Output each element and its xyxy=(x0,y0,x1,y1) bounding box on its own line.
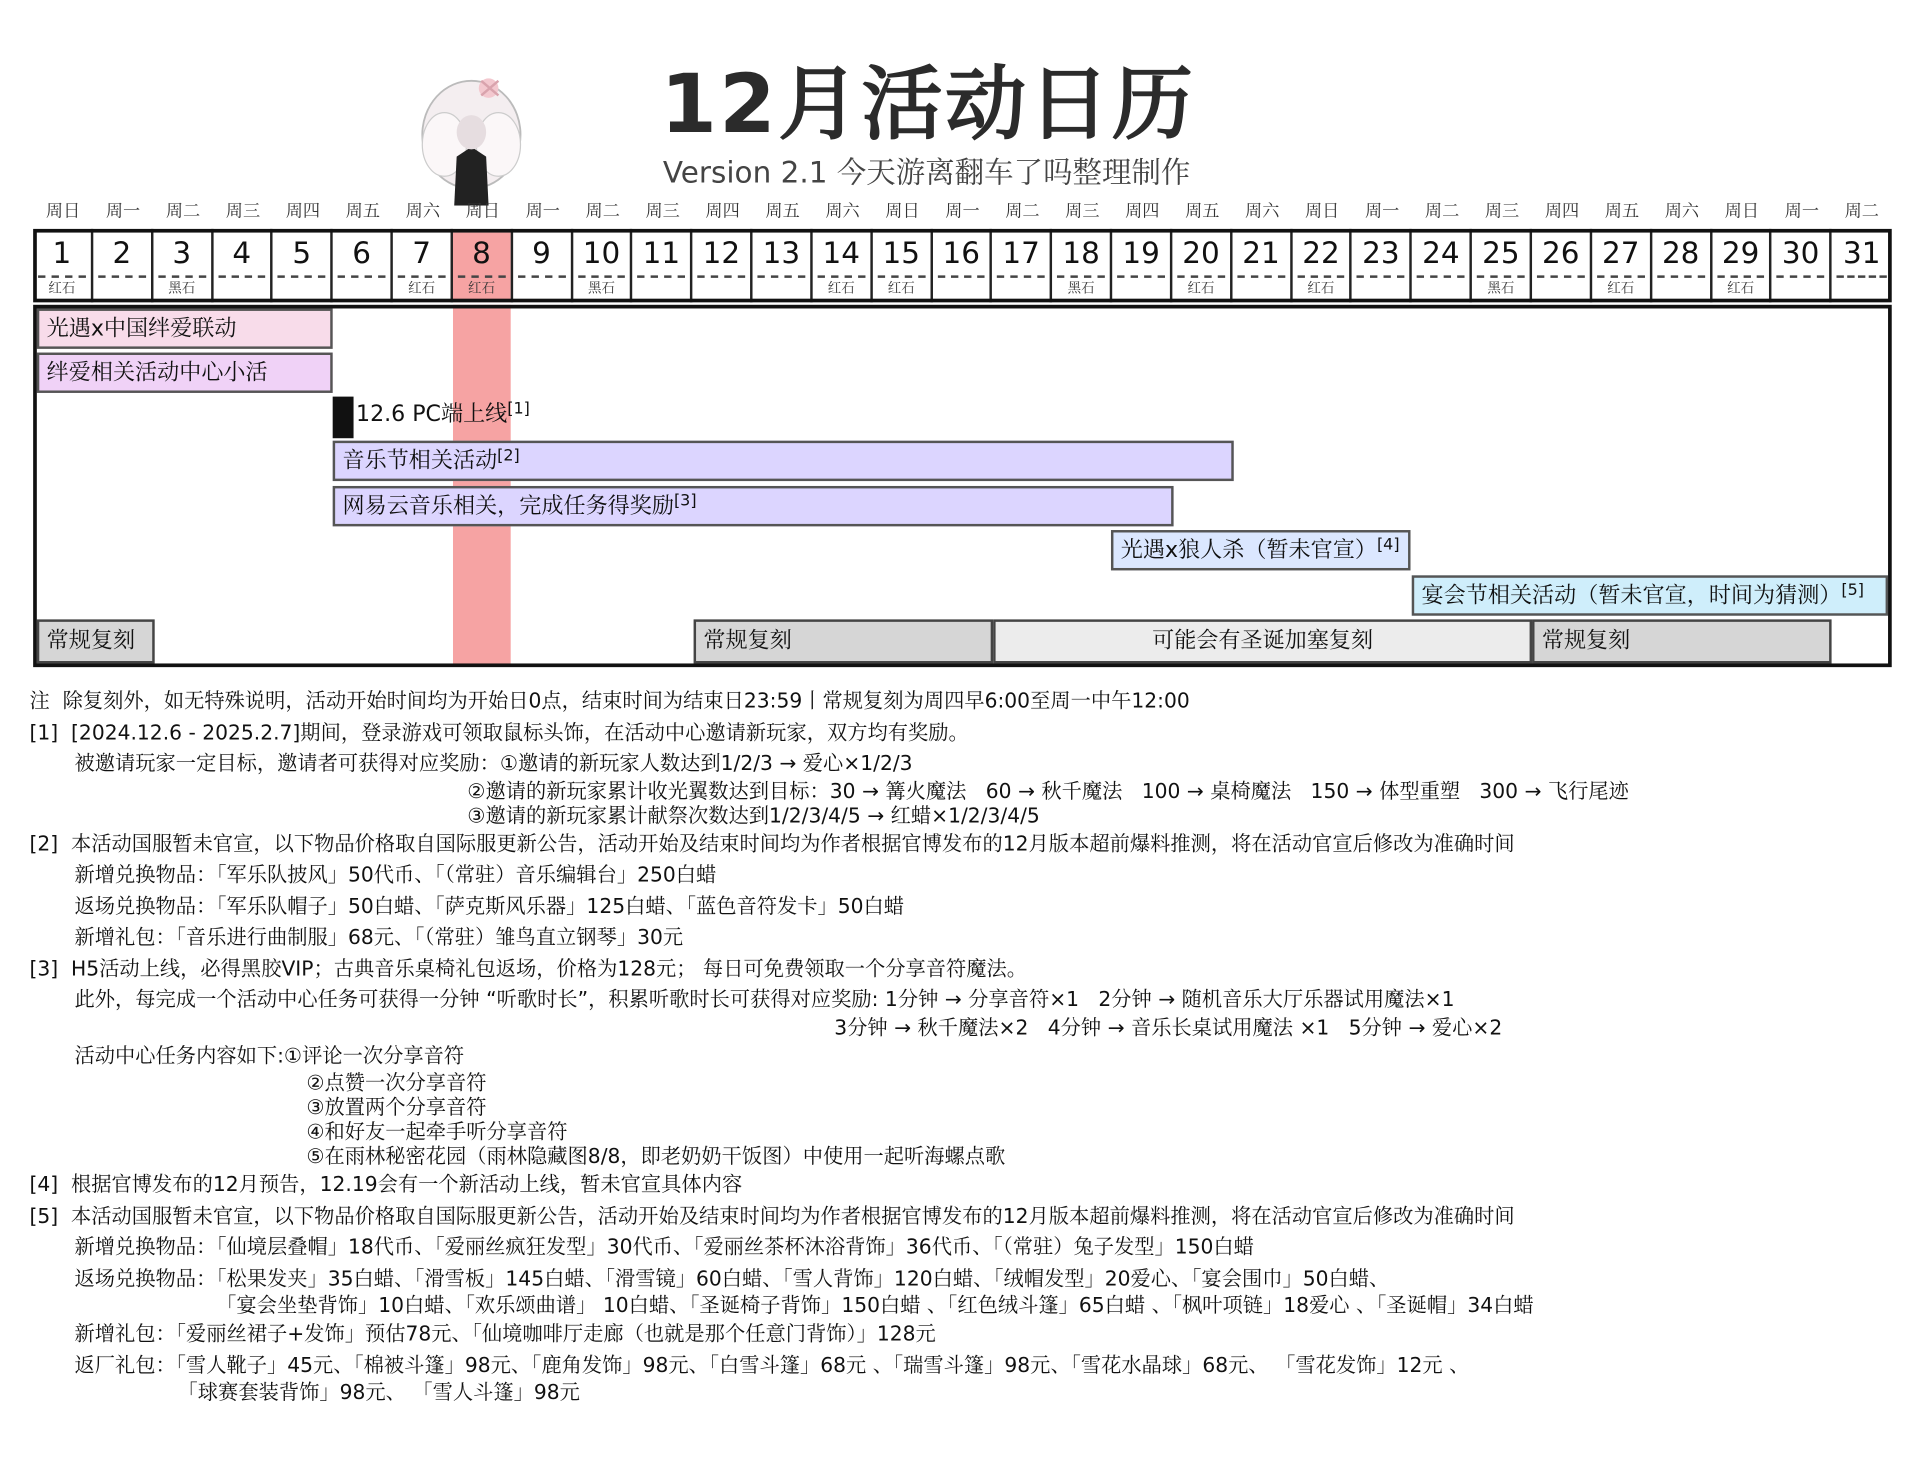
note-line: 「宴会坐垫背饰」10白蜡、「欢乐颂曲谱」 10白蜡、「圣诞椅子背饰」150白蜡 、「红色绒斗篷」65白蜡 、「枫叶项链」18爱心 、「圣诞帽」34白蜡 xyxy=(29,1293,1534,1318)
day-cell[interactable] xyxy=(1592,229,1652,302)
day-number: 20 xyxy=(1182,236,1220,271)
day-cell[interactable] xyxy=(1412,229,1472,302)
stone-tag: 红石 xyxy=(887,280,915,297)
note-line: 返场兑换物品：「松果发夹」35白蜡、「滑雪板」145白蜡、「滑雪镜」60白蜡、「雪人背饰」120白蜡、「绒帽发型」20爱心、「宴会围巾」50白蜡、 xyxy=(29,1266,1390,1290)
note-line: ②点赞一次分享音符 xyxy=(29,1071,487,1095)
note-line: 活动中心任务内容如下:①评论一次分享音符 xyxy=(29,1043,465,1067)
day-separator xyxy=(518,275,566,277)
day-separator xyxy=(758,275,806,277)
weekday-label: 周六 xyxy=(405,201,441,222)
day-cell[interactable] xyxy=(1712,229,1772,302)
weekday-label: 周五 xyxy=(345,201,381,222)
rerun-bar[interactable]: 常规复刻 xyxy=(1532,619,1832,663)
note-line: [2] 本活动国服暂未官宣，以下物品价格取自国际服更新公告，活动开始及结束时间均为作者根据官博发布的12月版本超前爆料推测，将在活动官宣后修改为准确时间 xyxy=(29,831,1515,856)
day-separator xyxy=(1117,275,1165,277)
weekday-label: 周日 xyxy=(1304,201,1340,222)
event-bar-werewolf-collab[interactable] xyxy=(1111,530,1411,570)
day-separator xyxy=(1237,275,1285,277)
note-line: [5] 本活动国服暂未官宣，以下物品价格取自国际服更新公告，活动开始及结束时间均为作者根据官博发布的12月版本超前爆料推测，将在活动官宣后修改为准确时间 xyxy=(29,1203,1515,1228)
weekday-label: 周一 xyxy=(1364,201,1400,222)
footnote-ref: [4] xyxy=(1376,536,1400,555)
weekday-label: 周一 xyxy=(945,201,980,222)
note-line: 新增兑换物品：「仙境层叠帽」18代币、「爱丽丝疯狂发型」30代币、「爱丽丝茶杯沐浴背饰」36代币、「（常驻）兔子发型」150白蜡 xyxy=(29,1235,1254,1259)
day-separator xyxy=(1057,275,1105,277)
day-separator xyxy=(817,275,865,277)
stone-tag: 红石 xyxy=(408,280,436,297)
day-number: 9 xyxy=(532,236,551,271)
day-separator xyxy=(1477,275,1525,277)
page-title: 12月活动日历 xyxy=(660,57,1196,152)
stone-tag: 红石 xyxy=(827,280,855,297)
day-separator xyxy=(1777,275,1825,277)
weekday-label: 周日 xyxy=(465,201,500,222)
day-separator xyxy=(877,275,925,277)
day-separator xyxy=(1717,275,1765,277)
stone-tag: 红石 xyxy=(1307,280,1335,297)
event-bar-netease-music[interactable] xyxy=(333,486,1174,526)
day-cell[interactable] xyxy=(273,229,333,302)
day-number: 29 xyxy=(1721,236,1760,271)
weekday-label: 周六 xyxy=(825,201,860,222)
weekday-row xyxy=(33,198,1892,225)
weekday-label: 周二 xyxy=(1005,201,1040,222)
weekday-label: 周三 xyxy=(645,201,680,222)
event-pc-launch[interactable] xyxy=(354,397,600,437)
event-label: 光遇x狼人杀（暂未官宣） xyxy=(1120,537,1377,564)
weekday-label: 周五 xyxy=(1604,201,1640,222)
notes-section xyxy=(29,685,1907,1405)
day-cell[interactable] xyxy=(1472,229,1532,302)
day-cell[interactable] xyxy=(693,229,753,302)
day-separator xyxy=(1597,275,1645,277)
footnote-ref: [1] xyxy=(507,400,530,419)
day-cell[interactable] xyxy=(1112,229,1172,302)
event-bar-kizuna-collab[interactable] xyxy=(37,308,333,348)
note-line: [3] H5活动上线，必得黑胶VIP；古典音乐桌椅礼包返场，价格为128元； 每日可免费领取一个分享音符魔法。 xyxy=(29,956,1028,980)
weekday-label: 周一 xyxy=(105,201,141,222)
day-cell[interactable] xyxy=(932,229,992,302)
day-cell[interactable] xyxy=(513,229,573,302)
event-bar-music-festival[interactable] xyxy=(333,441,1234,481)
day-cell[interactable] xyxy=(1232,229,1292,302)
note-line: 注 除复刻外，如无特殊说明，活动开始时间均为开始日0点，结束时间为结束日23:59丨常规复刻为周四早6:00至周一中午12:00 xyxy=(29,689,1190,713)
footnote-ref: [5] xyxy=(1841,581,1865,600)
day-separator xyxy=(937,275,985,277)
day-number: 13 xyxy=(762,236,801,271)
stone-tag: 黑石 xyxy=(1067,280,1095,297)
note-line: ④和好友一起牵手听分享音符 xyxy=(29,1120,568,1144)
footnote-ref: [3] xyxy=(673,492,697,511)
day-number: 8 xyxy=(472,236,491,271)
event-label: 网易云音乐相关，完成任务得奖励 xyxy=(342,493,674,520)
day-separator xyxy=(1417,275,1465,277)
event-label: 宴会节相关活动（暂未官宣，时间为猜测） xyxy=(1421,582,1842,609)
day-cell[interactable] xyxy=(153,229,213,302)
day-number: 31 xyxy=(1843,236,1881,271)
footnote-ref: [2] xyxy=(497,446,520,466)
rerun-bar[interactable]: 常规复刻 xyxy=(37,619,155,663)
note-line: ⑤在雨林秘密花园（雨林隐藏图8/8，即老奶奶干饭图）中使用一起听海螺点歌 xyxy=(29,1144,1006,1168)
day-number: 24 xyxy=(1422,236,1460,271)
day-number: 5 xyxy=(292,236,312,271)
day-number: 22 xyxy=(1302,236,1340,271)
day-number: 19 xyxy=(1122,236,1160,271)
day-cell[interactable] xyxy=(213,229,273,302)
note-line: ③邀请的新玩家累计献祭次数达到1/2/3/4/5 → 红蜡×1/2/3/4/5 xyxy=(29,803,1040,827)
day-cell[interactable] xyxy=(333,229,393,302)
weekday-label: 周五 xyxy=(765,201,800,222)
page-subtitle: Version 2.1 今天游离翻车了吗整理制作 xyxy=(662,155,1191,190)
day-separator xyxy=(997,275,1045,277)
day-cell[interactable] xyxy=(453,229,513,302)
day-separator xyxy=(338,275,386,277)
weekday-label: 周五 xyxy=(1185,201,1220,222)
day-cell[interactable] xyxy=(1532,229,1592,302)
day-number: 11 xyxy=(642,236,681,271)
day-separator xyxy=(638,275,686,277)
note-line: 被邀请玩家一定目标，邀请者可获得对应奖励：①邀请的新玩家人数达到1/2/3 → 爱心×1/2/3 xyxy=(29,751,913,775)
weekday-label: 周三 xyxy=(1065,201,1100,222)
day-cell[interactable] xyxy=(753,229,813,302)
note-line: [1] [2024.12.6 - 2025.2.7]期间，登录游戏可领取鼠标头饰，在活动中心邀请新玩家，双方均有奖励。 xyxy=(29,720,969,744)
stone-tag: 黑石 xyxy=(168,280,196,297)
day-separator xyxy=(1297,275,1345,277)
event-bar-kizuna-minievent[interactable] xyxy=(37,353,333,393)
note-line: 3分钟 → 秋千魔法×2 4分钟 → 音乐长桌试用魔法 ×1 5分钟 → 爱心×2 xyxy=(29,1015,1503,1039)
note-line: 新增礼包：「音乐进行曲制服」68元、「（常驻）雏鸟直立钢琴」30元 xyxy=(29,925,684,949)
day-number: 27 xyxy=(1601,236,1640,271)
note-line: 新增兑换物品：「军乐队披风」50代币、「（常驻）音乐编辑台」250白蜡 xyxy=(29,862,717,887)
rerun-bar-christmas[interactable]: 可能会有圣诞加塞复刻 xyxy=(993,619,1532,663)
note-line: 此外，每完成一个活动中心任务可获得一分钟 “听歌时长”，积累听歌时长可获得对应奖励: 1分钟 → 分享音符×1 2分钟 → 随机音乐大厅乐器试用魔法×1 xyxy=(29,987,1455,1012)
rerun-bar[interactable]: 常规复刻 xyxy=(694,619,994,663)
day-number: 15 xyxy=(882,236,921,271)
event-start-marker xyxy=(333,397,354,439)
day-number: 3 xyxy=(172,236,192,271)
weekday-label: 周四 xyxy=(285,201,321,222)
day-cell[interactable] xyxy=(1352,229,1412,302)
note-line: 返厂礼包：「雪人靴子」45元、「棉被斗篷」98元、「鹿角发饰」98元、「白雪斗篷」68元 、「瑞雪斗篷」98元、「雪花水晶球」68元、 「雪花发饰」12元 、 xyxy=(29,1353,1470,1377)
stone-tag: 红石 xyxy=(1607,280,1635,297)
day-separator xyxy=(158,275,206,277)
day-number: 4 xyxy=(232,236,252,271)
day-separator xyxy=(1537,275,1585,277)
day-number: 25 xyxy=(1482,236,1520,271)
weekday-label: 周四 xyxy=(1544,201,1580,222)
weekday-label: 周六 xyxy=(1245,201,1280,222)
day-separator xyxy=(398,275,446,277)
note-line: [4] 根据官博发布的12月预告，12.19会有一个新活动上线，暂未官宣具体内容 xyxy=(29,1172,743,1196)
day-cell[interactable] xyxy=(1772,229,1832,302)
weekday-label: 周一 xyxy=(525,201,560,222)
weekday-label: 周日 xyxy=(1724,201,1760,222)
day-number: 17 xyxy=(1002,236,1040,271)
weekday-label: 周二 xyxy=(1844,201,1879,222)
day-number: 23 xyxy=(1362,236,1400,271)
weekday-label: 周二 xyxy=(585,201,620,222)
stone-tag: 黑石 xyxy=(587,280,615,297)
day-number: 30 xyxy=(1781,236,1820,271)
day-cell[interactable] xyxy=(813,229,873,302)
day-separator xyxy=(1177,275,1225,277)
day-cell[interactable] xyxy=(1172,229,1232,302)
weekday-label: 周日 xyxy=(45,201,81,222)
note-line: 返场兑换物品：「军乐队帽子」50白蜡、「萨克斯风乐器」125白蜡、「蓝色音符发卡」50白蜡 xyxy=(29,894,905,918)
day-cell[interactable] xyxy=(873,229,933,302)
day-number: 26 xyxy=(1542,236,1580,271)
day-header-row xyxy=(33,229,1892,302)
day-number: 12 xyxy=(702,236,741,271)
day-separator xyxy=(1657,275,1705,277)
stone-tag: 红石 xyxy=(1187,280,1215,297)
day-number: 10 xyxy=(582,236,621,271)
day-separator xyxy=(1357,275,1405,277)
stone-tag: 红石 xyxy=(48,280,76,297)
event-label: 12.6 PC端上线 xyxy=(356,401,508,428)
note-line: 新增礼包：「爱丽丝裙子+发饰」预估78元、「仙境咖啡厅走廊（也就是那个任意门背饰）」128元 xyxy=(29,1322,936,1346)
day-number: 6 xyxy=(352,236,372,271)
day-number: 1 xyxy=(52,236,72,271)
weekday-label: 周三 xyxy=(1484,201,1520,222)
weekday-label: 周六 xyxy=(1664,201,1700,222)
day-cell[interactable] xyxy=(1052,229,1112,302)
note-line: ③放置两个分享音符 xyxy=(29,1095,487,1119)
day-separator xyxy=(698,275,746,277)
day-number: 16 xyxy=(942,236,980,271)
day-separator xyxy=(578,275,626,277)
weekday-label: 周日 xyxy=(885,201,920,222)
day-number: 2 xyxy=(112,236,132,271)
day-separator xyxy=(38,275,86,277)
event-bar-feast-season[interactable] xyxy=(1412,575,1888,615)
event-label: 光遇x中国绊爱联动 xyxy=(46,315,237,342)
day-cell[interactable] xyxy=(33,229,93,302)
weekday-label: 周三 xyxy=(225,201,261,222)
day-cell[interactable] xyxy=(1832,229,1892,302)
day-cell[interactable] xyxy=(573,229,633,302)
weekday-label: 周一 xyxy=(1784,201,1820,222)
mascot-illustration xyxy=(408,71,536,206)
day-number: 21 xyxy=(1242,236,1280,271)
weekday-label: 周二 xyxy=(165,201,201,222)
event-label: 绊爱相关活动中心小活 xyxy=(46,359,268,386)
stone-tag: 红石 xyxy=(1727,280,1755,297)
note-line: ②邀请的新玩家累计收光翼数达到目标：30 → 篝火魔法 60 → 秋千魔法 100 → 桌椅魔法 150 → 体型重塑 300 → 飞行尾迹 xyxy=(29,779,1629,803)
day-cell[interactable] xyxy=(1652,229,1712,302)
day-separator xyxy=(458,275,506,277)
day-cell[interactable] xyxy=(992,229,1052,302)
day-number: 7 xyxy=(412,236,431,271)
day-separator xyxy=(1837,275,1887,277)
day-number: 28 xyxy=(1661,236,1700,271)
stone-tag: 黑石 xyxy=(1487,280,1515,297)
day-separator xyxy=(278,275,326,277)
day-cell[interactable] xyxy=(93,229,153,302)
today-highlight-column xyxy=(453,305,511,665)
day-separator xyxy=(98,275,146,277)
weekday-label: 周四 xyxy=(1125,201,1160,222)
stone-tag: 红石 xyxy=(468,280,496,297)
day-cell[interactable] xyxy=(633,229,693,302)
day-separator xyxy=(218,275,266,277)
day-cell[interactable] xyxy=(393,229,453,302)
day-number: 18 xyxy=(1062,236,1100,271)
weekday-label: 周四 xyxy=(705,201,740,222)
event-label: 音乐节相关活动 xyxy=(342,448,498,474)
weekday-label: 周二 xyxy=(1424,201,1460,222)
note-line: 「球赛套装背饰」98元、 「雪人斗篷」98元 xyxy=(29,1380,580,1405)
day-cell[interactable] xyxy=(1292,229,1352,302)
day-number: 14 xyxy=(822,236,861,271)
